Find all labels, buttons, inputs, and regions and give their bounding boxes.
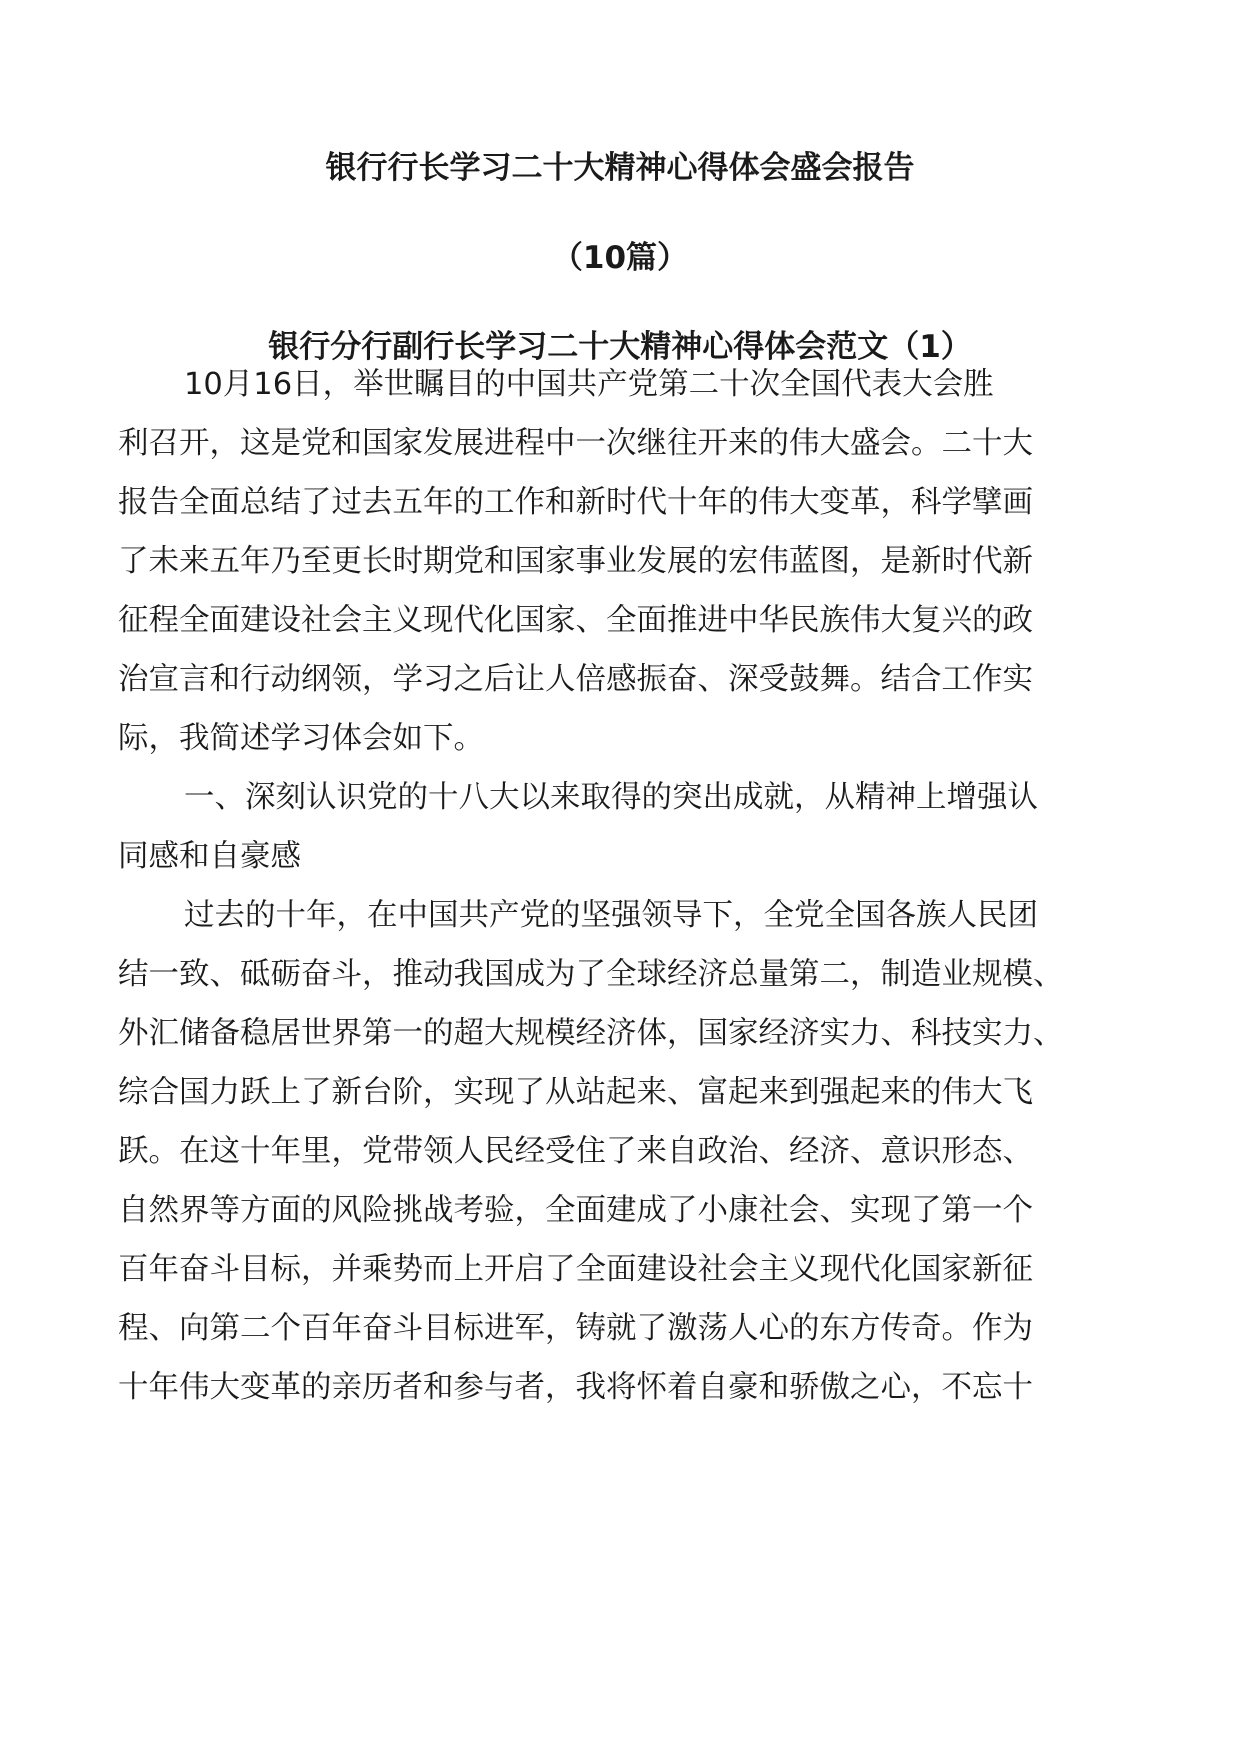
- section-heading-line: 一、深刻认识党的十八大以来取得的突出成就，从精神上增强认: [184, 780, 1038, 815]
- article-title: 银行分行副行长学习二十大精神心得体会范文（1）: [268, 329, 972, 365]
- paragraph-line: 报告全面总结了过去五年的工作和新时代十年的伟大变革，科学擘画: [118, 485, 1033, 520]
- paragraph-line: 治宣言和行动纲领，学习之后让人倍感振奋、深受鼓舞。结合工作实: [118, 662, 1033, 697]
- paragraph-line: 征程全面建设社会主义现代化国家、全面推进中华民族伟大复兴的政: [118, 603, 1033, 638]
- paragraph-line: 跃。在这十年里，党带领人民经受住了来自政治、经济、意识形态、: [118, 1134, 1033, 1169]
- paragraph-line: 利召开，这是党和国家发展进程中一次继往开来的伟大盛会。二十大: [118, 426, 1033, 461]
- paragraph-line: 过去的十年，在中国共产党的坚强领导下，全党全国各族人民团: [184, 898, 1038, 933]
- paragraph-line: 十年伟大变革的亲历者和参与者，我将怀着自豪和骄傲之心，不忘十: [118, 1370, 1033, 1405]
- paragraph-line: 际，我简述学习体会如下。: [118, 721, 484, 756]
- document-article-count: （10篇）: [551, 240, 689, 276]
- paragraph-line: 10月16日，举世瞩目的中国共产党第二十次全国代表大会胜: [184, 367, 994, 402]
- document-title: 银行行长学习二十大精神心得体会盛会报告: [325, 150, 915, 186]
- paragraph-line: 自然界等方面的风险挑战考验，全面建成了小康社会、实现了第一个: [118, 1193, 1033, 1228]
- paragraph-line: 了未来五年乃至更长时期党和国家事业发展的宏伟蓝图，是新时代新: [118, 544, 1033, 579]
- paragraph-line: 结一致、砥砺奋斗，推动我国成为了全球经济总量第二，制造业规模、: [118, 957, 1064, 992]
- paragraph-line: 外汇储备稳居世界第一的超大规模经济体，国家经济实力、科技实力、: [118, 1016, 1064, 1051]
- section-heading-line: 同感和自豪感: [118, 839, 301, 874]
- paragraph-line: 综合国力跃上了新台阶，实现了从站起来、富起来到强起来的伟大飞: [118, 1075, 1033, 1110]
- paragraph-line: 程、向第二个百年奋斗目标进军，铸就了激荡人心的东方传奇。作为: [118, 1311, 1033, 1346]
- paragraph-line: 百年奋斗目标，并乘势而上开启了全面建设社会主义现代化国家新征: [118, 1252, 1033, 1287]
